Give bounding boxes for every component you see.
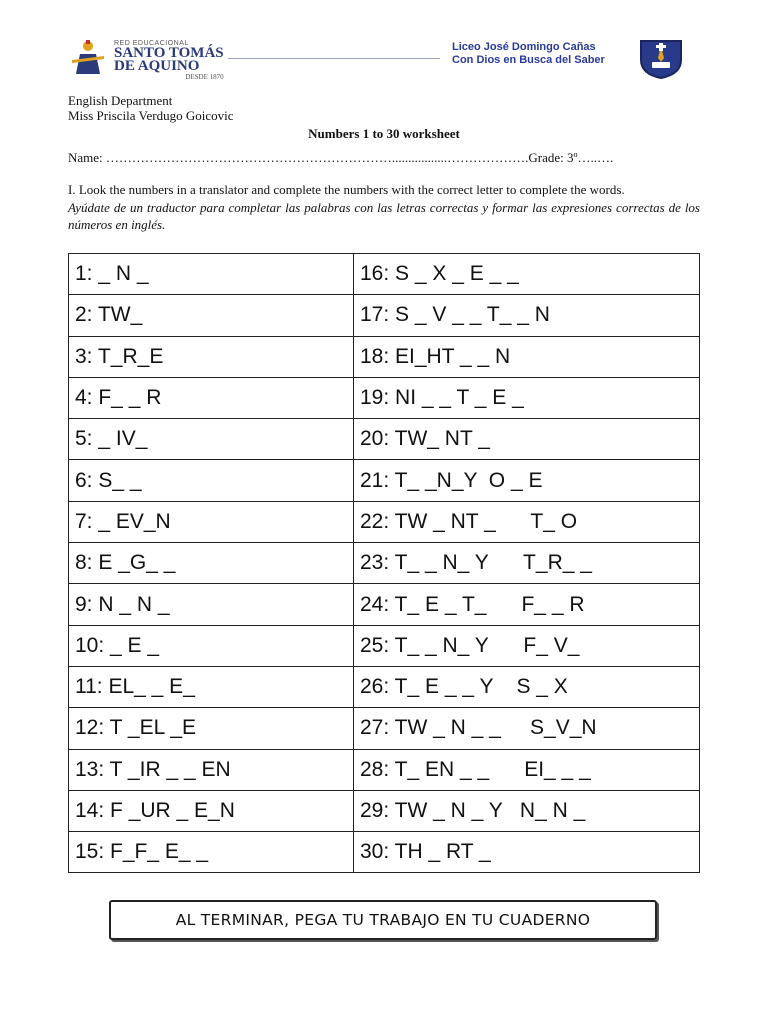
number-cell: 11: EL_ _ E_	[69, 666, 354, 707]
number-cell: 22: TW _ NT _ T_ O	[354, 501, 700, 542]
number-cell: 16: S _ X _ E _ _	[354, 254, 700, 295]
table-row	[69, 336, 700, 377]
table-row	[69, 543, 700, 584]
table-row	[69, 625, 700, 666]
table-row	[69, 790, 700, 831]
number-cell: 8: E _G_ _	[69, 543, 354, 584]
number-cell: 19: NI _ _ T _ E _	[354, 377, 700, 418]
number-cell: 3: T_R_E	[69, 336, 354, 377]
number-cell: 21: T_ _N_Y O _ E	[354, 460, 700, 501]
number-cell: 17: S _ V _ _ T_ _ N	[354, 295, 700, 336]
school-motto: Con Dios en Busca del Saber	[452, 54, 605, 66]
header	[0, 0, 768, 86]
table-row	[69, 749, 700, 790]
number-cell: 5: _ IV_	[69, 419, 354, 460]
number-cell: 7: _ EV_N	[69, 501, 354, 542]
number-cell: 9: N _ N _	[69, 584, 354, 625]
school-network-logo	[68, 38, 228, 81]
number-cell: 2: TW_	[69, 295, 354, 336]
number-cell: 15: F_F_ E_ _	[69, 832, 354, 873]
table-row	[69, 666, 700, 707]
department: English Department	[68, 93, 173, 108]
table-row	[69, 501, 700, 542]
number-cell: 23: T_ _ N_ Y T_R_ _	[354, 543, 700, 584]
table-row	[69, 419, 700, 460]
number-cell: 18: EI_HT _ _ N	[354, 336, 700, 377]
number-cell: 6: S_ _	[69, 460, 354, 501]
instruction-english: I. Look the numbers in a translator and complete the numbers with the correct letter to complete the words.	[68, 182, 625, 197]
number-cell: 14: F _UR _ E_N	[69, 790, 354, 831]
table-row	[69, 254, 700, 295]
saint-figure-icon	[68, 38, 110, 78]
number-cell: 13: T _IR _ _ EN	[69, 749, 354, 790]
number-cell: 1: _ N _	[69, 254, 354, 295]
logo-line-3: DE AQUINO	[114, 58, 200, 74]
table-row	[69, 832, 700, 873]
name-grade-line: Name: ………………………………………………………….................……………….Grade: 3º…..….	[68, 150, 614, 165]
school-name: Liceo José Domingo Cañas	[452, 41, 596, 53]
number-cell: 25: T_ _ N_ Y F_ V_	[354, 625, 700, 666]
logo-line-1: RED EDUCACIONAL	[114, 40, 189, 47]
number-cell: 10: _ E _	[69, 625, 354, 666]
number-cell: 26: T_ E _ _ Y S _ X	[354, 666, 700, 707]
worksheet-title: Numbers 1 to 30 worksheet	[308, 126, 460, 141]
logo-line-4: DESDE 1870	[185, 73, 224, 81]
table-row	[69, 460, 700, 501]
number-cell: 4: F_ _ R	[69, 377, 354, 418]
table-row	[69, 295, 700, 336]
school-crest-icon	[638, 38, 684, 80]
document-meta	[68, 94, 234, 123]
number-cell: 27: TW _ N _ _ S_V_N	[354, 708, 700, 749]
number-cell: 28: T_ EN _ _ EI_ _ _	[354, 749, 700, 790]
number-cell: 20: TW_ NT _	[354, 419, 700, 460]
number-cell: 24: T_ E _ T_ F_ _ R	[354, 584, 700, 625]
table-row	[69, 377, 700, 418]
numbers-table	[68, 253, 700, 873]
school-logo	[446, 38, 691, 78]
header-divider	[228, 58, 440, 59]
logo-line-2: SANTO TOMÁS	[114, 45, 224, 61]
instruction-spanish: Ayúdate de un traductor para completar las palabras con las letras correctas y formar las expresiones correctas de los números en inglés.	[68, 199, 700, 232]
number-cell: 30: TH _ RT _	[354, 832, 700, 873]
table-row	[69, 708, 700, 749]
table-row	[69, 584, 700, 625]
closing-banner: AL TERMINAR, PEGA TU TRABAJO EN TU CUADERNO	[109, 900, 657, 940]
instructions	[68, 181, 700, 234]
number-cell: 29: TW _ N _ Y N_ N _	[354, 790, 700, 831]
number-cell: 12: T _EL _E	[69, 708, 354, 749]
teacher: Miss Priscila Verdugo Goicovic	[68, 107, 234, 123]
